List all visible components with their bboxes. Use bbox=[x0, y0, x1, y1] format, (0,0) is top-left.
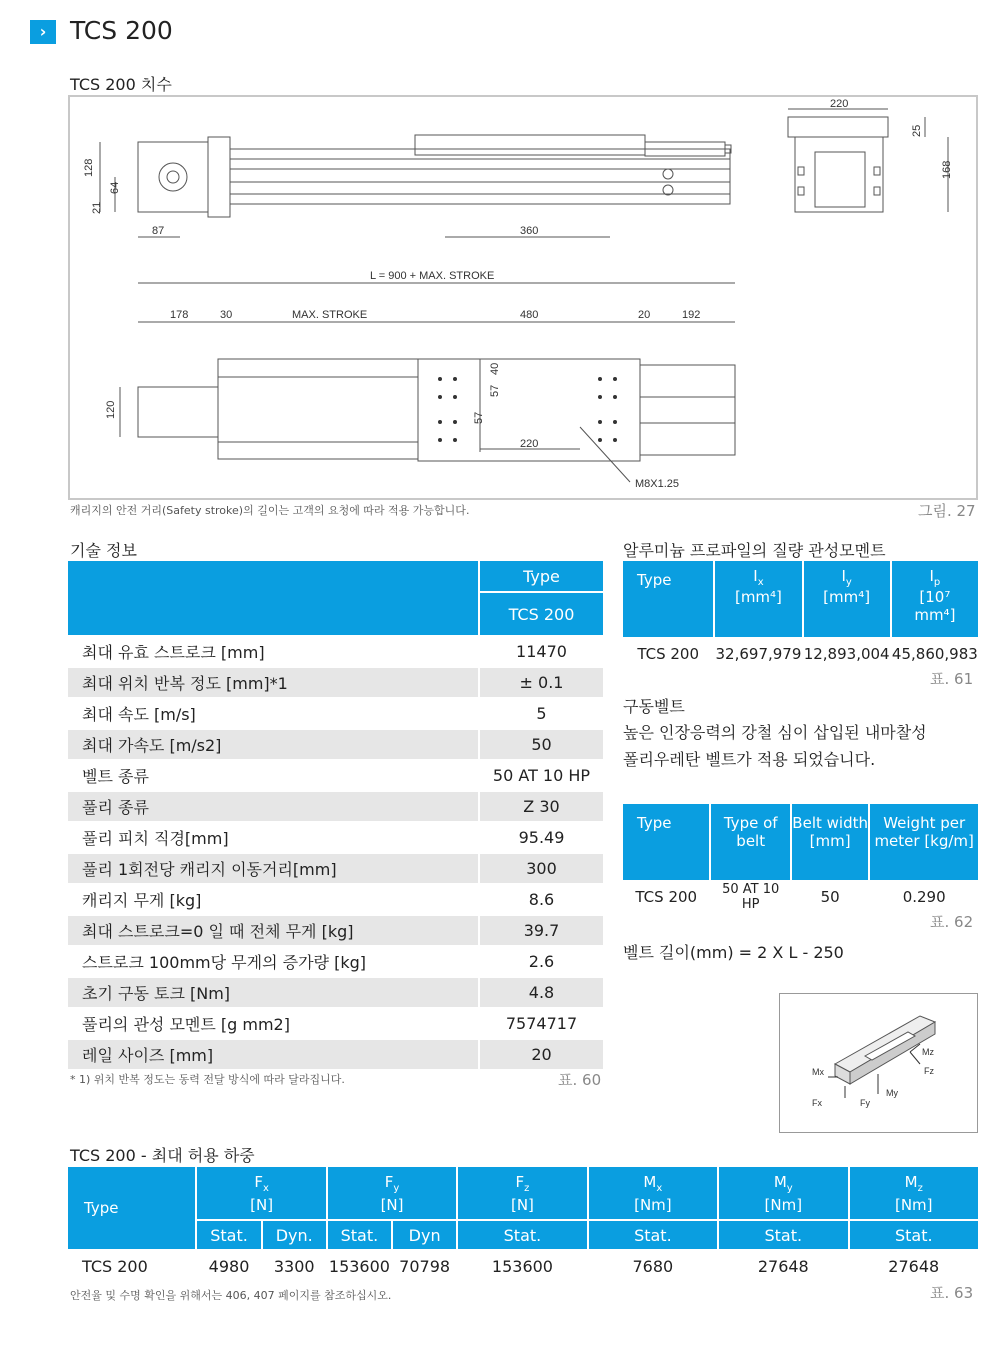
belt-table bbox=[621, 802, 980, 914]
dim-120: 120 bbox=[105, 400, 117, 419]
dim-m8: M8X1.25 bbox=[635, 478, 680, 490]
belt-cell-weight: 0.290 bbox=[902, 888, 946, 906]
tech-row-value: 2.6 bbox=[528, 952, 555, 971]
tech-row-value: 39.7 bbox=[480, 916, 603, 945]
tech-row-value: 50 bbox=[480, 730, 603, 759]
dim-220-top: 220 bbox=[830, 98, 849, 110]
tech-row-label: 최대 속도 [m/s] bbox=[82, 705, 196, 724]
loads-head-my: $M_y$ [Nm] bbox=[719, 1167, 847, 1219]
label-mz: Mz bbox=[922, 1047, 934, 1057]
inertia-cell-ix: 32,697,979 bbox=[715, 645, 802, 663]
inertia-cell-ip: 45,860,983 bbox=[891, 645, 978, 663]
loads-cell-my-stat: 27648 bbox=[757, 1256, 809, 1276]
fig-61: 표. 61 bbox=[930, 670, 974, 688]
tech-row-label: 초기 구동 토크 [Nm] bbox=[68, 978, 478, 1007]
dim-21: 21 bbox=[91, 201, 103, 214]
loads-sub-5: Stat. bbox=[589, 1221, 717, 1249]
tech-row-value: 4.8 bbox=[480, 978, 603, 1007]
table-row bbox=[68, 792, 603, 821]
table-row bbox=[68, 699, 603, 728]
loads-cell-fx-stat: 4980 bbox=[208, 1256, 250, 1276]
tech-head-model: TCS 200 bbox=[480, 593, 603, 635]
loads-cell-fy-dyn: 70798 bbox=[399, 1256, 451, 1276]
dim-87: 87 bbox=[152, 225, 165, 237]
inertia-head-ip: $I_p$ [10⁷ mm⁴] bbox=[892, 561, 978, 637]
tech-row-label: 벨트 종류 bbox=[82, 767, 149, 786]
tech-row-value: 7574717 bbox=[505, 1014, 578, 1033]
tech-row-value: Z 30 bbox=[480, 792, 603, 821]
tech-row-value: 20 bbox=[480, 1040, 603, 1069]
belt-cell-width: 50 bbox=[820, 888, 840, 906]
loads-head-mx: $M_x$ [Nm] bbox=[589, 1167, 717, 1219]
loads-sub-2: Stat. bbox=[328, 1221, 391, 1249]
page-title: TCS 200 bbox=[70, 16, 173, 45]
fig-27: 그림. 27 bbox=[918, 502, 976, 520]
table-row bbox=[68, 1040, 603, 1069]
belt-cell-belt-type: 50 AT 10 HP bbox=[722, 882, 780, 912]
dim-20: 20 bbox=[638, 309, 651, 321]
dim-57b: 57 bbox=[473, 411, 485, 424]
fig-63: 표. 63 bbox=[930, 1284, 974, 1302]
tech-row-label: 최대 위치 반복 정도 [mm]*1 bbox=[68, 668, 478, 697]
force-diagram-svg bbox=[780, 994, 977, 1132]
inertia-head-type: Type bbox=[623, 561, 713, 637]
tech-table bbox=[66, 559, 605, 1071]
tech-row-label: 최대 스트로크=0 일 때 전체 무게 [kg] bbox=[68, 916, 478, 945]
tech-row-value: 50 AT 10 HP bbox=[492, 766, 591, 785]
belt-title: 구동벨트 bbox=[623, 697, 685, 716]
drawing-svg bbox=[70, 97, 976, 498]
loads-head-fz: $F_z$ [N] bbox=[458, 1167, 586, 1219]
loads-title: TCS 200 - 최대 허용 하중 bbox=[70, 1146, 255, 1165]
table-row bbox=[68, 947, 603, 976]
loads-cell-mz-stat: 27648 bbox=[888, 1256, 940, 1276]
loads-head-type: Type bbox=[68, 1167, 195, 1249]
table-row bbox=[68, 1009, 603, 1038]
table-row bbox=[68, 978, 603, 1007]
tech-row-label: 풀리 피치 직경[mm] bbox=[82, 829, 229, 848]
tech-row-label: 풀리의 관성 모멘트 [g mm2] bbox=[82, 1015, 290, 1034]
tech-row-value: 11470 bbox=[516, 642, 567, 661]
belt-head-width: Belt width [mm] bbox=[792, 804, 868, 880]
table-row bbox=[68, 854, 603, 883]
fig-60: 표. 60 bbox=[558, 1071, 602, 1089]
loads-sub-3: Dyn bbox=[393, 1221, 456, 1249]
dim-30: 30 bbox=[220, 309, 233, 321]
dim-25: 25 bbox=[911, 124, 923, 137]
tech-row-label: 풀리 종류 bbox=[68, 792, 478, 821]
table-row bbox=[68, 730, 603, 759]
dim-total-length: L = 900 + MAX. STROKE bbox=[370, 270, 495, 282]
loads-cell-fx-dyn: 3300 bbox=[273, 1256, 315, 1276]
table-row bbox=[68, 668, 603, 697]
technical-drawing bbox=[68, 95, 978, 500]
dim-128: 128 bbox=[83, 158, 95, 177]
loads-cell-type: TCS 200 bbox=[82, 1256, 148, 1276]
tech-row-label: 스트로크 100mm당 무게의 증가량 [kg] bbox=[82, 953, 366, 972]
loads-sub-4: Stat. bbox=[458, 1221, 586, 1249]
belt-length: 벨트 길이(mm) = 2 X L - 250 bbox=[623, 943, 844, 962]
table-row bbox=[68, 916, 603, 945]
loads-cell-mx-stat: 7680 bbox=[632, 1256, 674, 1276]
inertia-head-iy: $I_y$ [mm⁴] bbox=[804, 561, 890, 637]
loads-cell-fz-stat: 153600 bbox=[491, 1256, 553, 1276]
loads-head-fx: $F_x$ [N] bbox=[197, 1167, 325, 1219]
inertia-head-ix: $I_x$ [mm⁴] bbox=[715, 561, 801, 637]
loads-sub-1: Dyn. bbox=[263, 1221, 326, 1249]
drawing-note: 캐리지의 안전 거리(Safety stroke)의 길이는 고객의 요청에 따라 적용 가능합니다. bbox=[70, 504, 470, 517]
tech-row-value: 95.49 bbox=[518, 828, 565, 847]
label-fy: Fy bbox=[860, 1098, 870, 1108]
loads-note: 안전율 및 수명 확인을 위해서는 406, 407 페이지를 참조하십시오. bbox=[70, 1289, 392, 1302]
drawing-title: TCS 200 치수 bbox=[70, 75, 172, 94]
belt-text-2: 폴리우레탄 벨트가 적용 되었습니다. bbox=[623, 750, 876, 769]
tech-row-label: 최대 가속도 [m/s2] bbox=[68, 730, 478, 759]
inertia-cell-type: TCS 200 bbox=[637, 645, 700, 663]
inertia-table bbox=[621, 559, 980, 671]
inertia-title: 알루미늄 프로파일의 질량 관성모멘트 bbox=[623, 541, 886, 560]
dim-57a: 57 bbox=[489, 384, 501, 397]
label-mx: Mx bbox=[812, 1067, 824, 1077]
tech-row-label: 풀리 1회전당 캐리지 이동거리[mm] bbox=[68, 854, 478, 883]
dim-178: 178 bbox=[170, 309, 189, 321]
table-row bbox=[68, 823, 603, 852]
belt-head-type: Type bbox=[623, 804, 709, 880]
tech-footnote: * 1) 위치 반복 정도는 동력 전달 방식에 따라 달라집니다. bbox=[70, 1073, 345, 1086]
tech-row-value: ± 0.1 bbox=[480, 668, 603, 697]
section-icon: › bbox=[30, 20, 56, 44]
loads-sub-7: Stat. bbox=[850, 1221, 979, 1249]
belt-head-belt-type: Type of belt bbox=[711, 804, 789, 880]
loads-cell-fy-stat: 153600 bbox=[328, 1256, 390, 1276]
belt-cell-type: TCS 200 bbox=[635, 888, 698, 906]
dim-220-bottom: 220 bbox=[520, 438, 539, 450]
tech-row-value: 8.6 bbox=[528, 890, 555, 909]
label-fx: Fx bbox=[812, 1098, 822, 1108]
tech-row-label: 캐리지 무게 [kg] bbox=[82, 891, 202, 910]
tech-row-value: 300 bbox=[480, 854, 603, 883]
belt-head-weight: Weight per meter [kg/m] bbox=[870, 804, 978, 880]
label-fz: Fz bbox=[924, 1066, 934, 1076]
dim-40: 40 bbox=[489, 362, 501, 375]
dim-480: 480 bbox=[520, 309, 539, 321]
loads-head-fy: $F_y$ [N] bbox=[328, 1167, 456, 1219]
table-row bbox=[68, 885, 603, 914]
tech-row-value: 5 bbox=[536, 704, 547, 723]
table-row bbox=[68, 761, 603, 790]
tech-head-type: Type bbox=[480, 561, 603, 591]
loads-sub-0: Stat. bbox=[197, 1221, 260, 1249]
force-diagram bbox=[779, 993, 978, 1133]
tech-title: 기술 정보 bbox=[70, 541, 137, 560]
inertia-cell-iy: 12,893,004 bbox=[803, 645, 890, 663]
loads-sub-6: Stat. bbox=[719, 1221, 847, 1249]
tech-head-blank bbox=[68, 561, 478, 635]
fig-62: 표. 62 bbox=[930, 913, 974, 931]
dim-max-stroke: MAX. STROKE bbox=[292, 309, 368, 321]
dim-64: 64 bbox=[109, 181, 121, 194]
tech-row-label: 최대 유효 스트로크 [mm] bbox=[82, 643, 265, 662]
loads-table bbox=[66, 1165, 980, 1283]
dim-168: 168 bbox=[941, 160, 953, 179]
dim-360: 360 bbox=[520, 225, 539, 237]
table-row bbox=[68, 637, 603, 666]
dim-192: 192 bbox=[682, 309, 701, 321]
label-my: My bbox=[886, 1088, 898, 1098]
tech-row-label: 레일 사이즈 [mm] bbox=[68, 1040, 478, 1069]
loads-head-mz: $M_z$ [Nm] bbox=[850, 1167, 979, 1219]
belt-text-1: 높은 인장응력의 강철 심이 삽입된 내마찰성 bbox=[623, 723, 927, 742]
